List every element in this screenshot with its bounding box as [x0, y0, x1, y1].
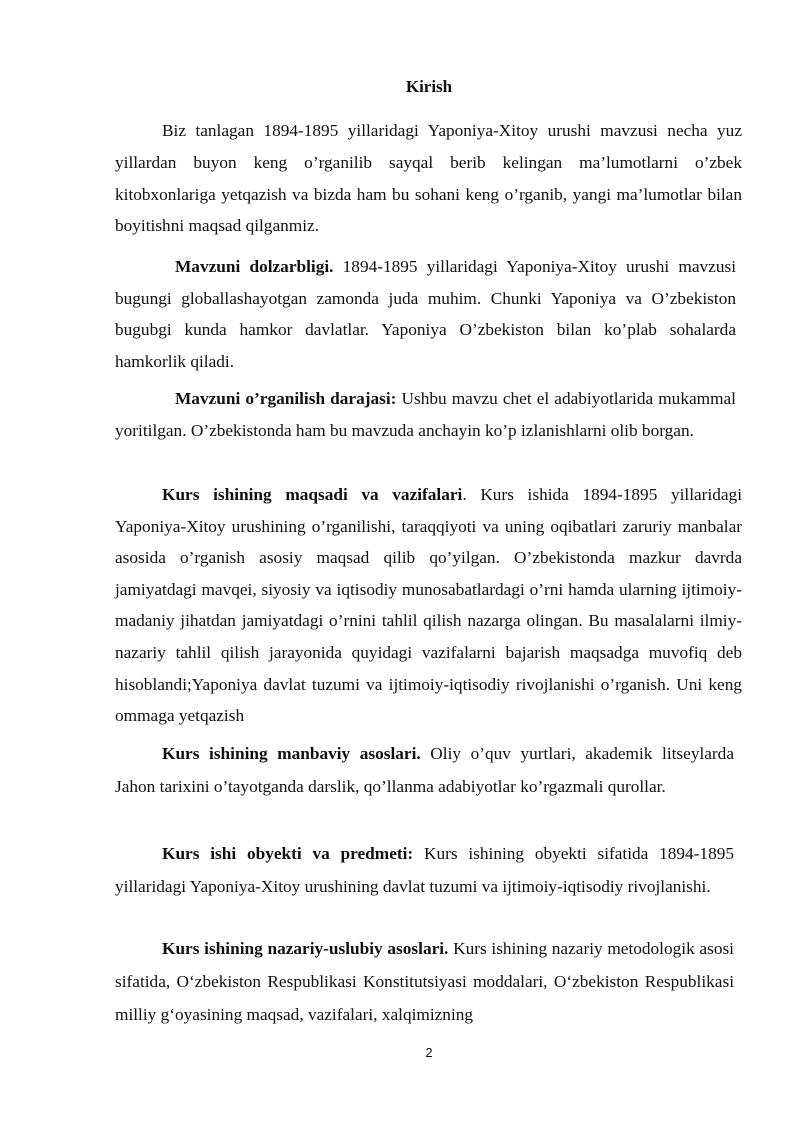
- paragraph-text: Ushbu mavzu chet el adabiyotlarida mukammal yoritilgan. O’zbekistonda ham bu mavzuda anchayin ko’p izlanishlarni olib borgan.: [115, 389, 736, 440]
- paragraph-text: 1894-1895 yillaridagi Yaponiya-Xitoy urushi mavzusi bugungi globallashayotgan zamonda juda muhim. Chunki Yaponiya va O’zbekiston bugubgi kunda hamkor davlatlar. Yaponiya O’zbekiston bilan ko’plab sohalarda hamkorlik qiladi.: [115, 257, 736, 371]
- paragraph-intro: [115, 115, 742, 242]
- paragraph-text: . Kurs ishida 1894-1895 yillaridagi Yaponiya-Xitoy urushining o’rganilishi, taraqqiyoti va uning oqibatlari zaruriy manbalar asosida o’rganish asosiy maqsad qilib qo’yilgan. O’zbekistonda mazkur davrda jamiyatdagi mavqei, siyosiy va iqtisodiy munosabatlardagi o’rni hamda ularning ijtimoiy-madaniy jihatdan jamiyatdagi o’rnini tahlil qilish nazarga olingan. Bu masalalarni ilmiy-nazariy tahlil qilish jarayonida quyidagi vazifalarni bajarish maqsadga muvofiq deb hisoblandi;Yaponiya davlat tuzumi va ijtimoiy-iqtisodiy rivojlanishi o’rganish. Uni keng ommaga yetqazish: [115, 485, 742, 726]
- paragraph-heading: Kurs ishining maqsadi va vazifalari: [162, 485, 463, 504]
- page-title: Kirish: [405, 77, 453, 96]
- paragraph-heading: Kurs ishi obyekti va predmeti:: [162, 844, 414, 863]
- page-number: 2: [425, 1045, 433, 1060]
- paragraph-study-level: [115, 383, 736, 446]
- paragraph-object-subject: [115, 837, 734, 903]
- paragraph-text: Kurs ishining obyekti sifatida 1894-1895 yillaridagi Yaponiya-Xitoy urushining davlat tuzumi va ijtimoiy-iqtisodiy rivojlanishi.: [115, 844, 734, 896]
- paragraph-heading: Kurs ishining nazariy-uslubiy asoslari.: [162, 939, 449, 958]
- paragraph-text: Biz tanlagan 1894-1895 yillaridagi Yaponiya-Xitoy urushi mavzusi necha yuz yillardan buyon keng o’rganilib sayqal berib kelingan ma’lumotlarni o’zbek kitobxonlariga yetqazish va bizda ham bu sohani keng o’rganib, yangi ma’lumotlar bilan boyitishni maqsad qilganmiz.: [115, 121, 742, 236]
- paragraph-methodology: [115, 932, 734, 1031]
- paragraph-goals: [115, 479, 742, 732]
- paragraph-heading: Mavzuni o’rganilish darajasi:: [175, 389, 397, 408]
- paragraph-text: Kurs ishining nazariy metodologik asosi sifatida, O‘zbekiston Respublikasi Konstitutsiyasi moddalari, O‘zbekiston Respublikasi milliy g‘oyasining maqsad, vazifalari, xalqimizning: [115, 939, 734, 1024]
- paragraph-heading: Mavzuni dolzarbligi.: [175, 257, 334, 276]
- paragraph-text: Oliy o’quv yurtlari, akademik litseylarda Jahon tarixini o’tayotganda darslik, qo’llanma adabiyotlar ko’rgazmali qurollar.: [115, 744, 734, 796]
- paragraph-relevance: [115, 251, 736, 377]
- paragraph-heading: Kurs ishining manbaviy asoslari.: [162, 744, 421, 763]
- paragraph-sources: [115, 737, 734, 803]
